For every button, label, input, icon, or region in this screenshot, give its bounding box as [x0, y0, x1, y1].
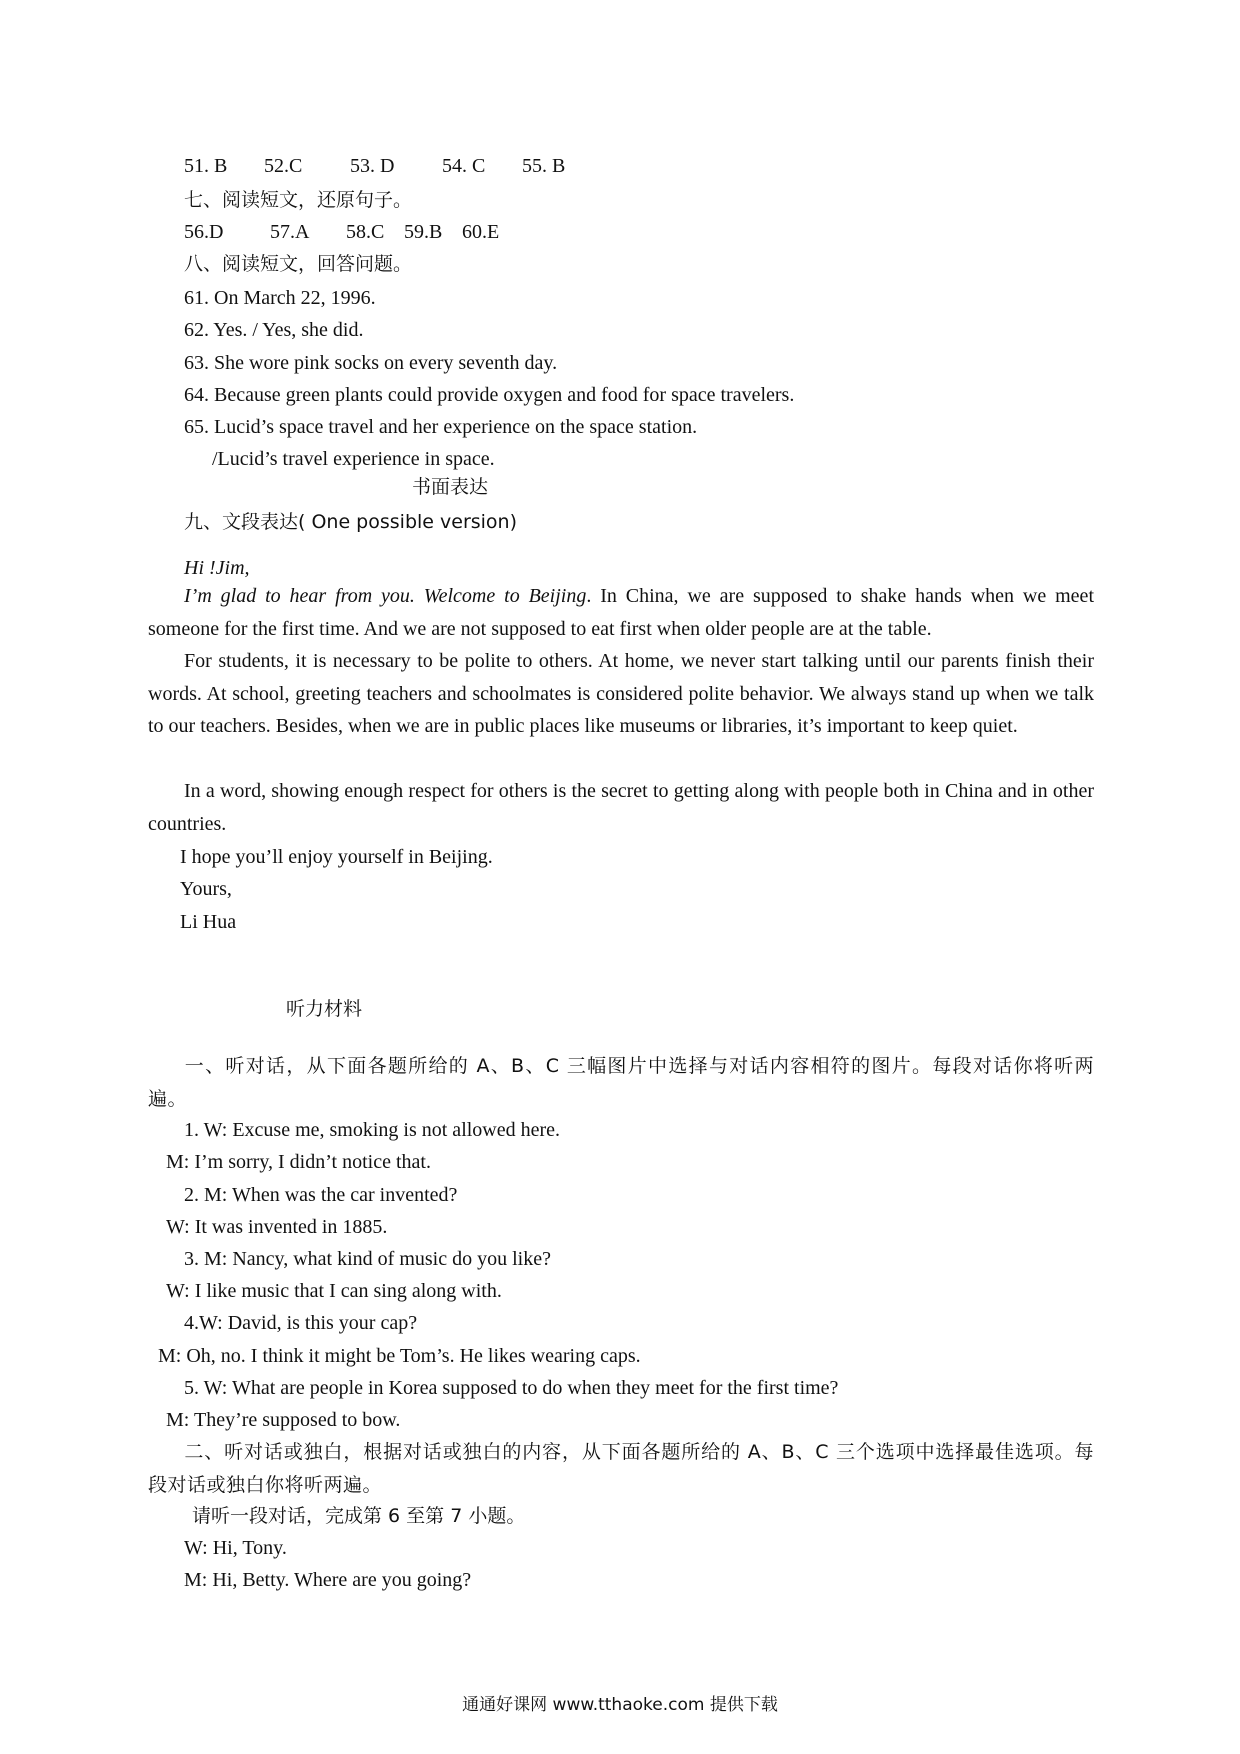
- listening-part2-sub: 请听一段对话，完成第 6 至第 7 小题。: [192, 1505, 526, 1527]
- dialogue-line: 3. M: Nancy, what kind of music do you like?: [184, 1248, 551, 1270]
- dialogue-line: W: I like music that I can sing along with.: [166, 1280, 502, 1302]
- letter-greeting: Hi !Jim,: [184, 557, 250, 579]
- letter-closing: I hope you’ll enjoy yourself in Beijing.: [180, 846, 493, 868]
- dialogue-line: M: I’m sorry, I didn’t notice that.: [166, 1151, 431, 1173]
- answer-51: 51. B: [184, 155, 228, 177]
- letter-intro-italic: I’m glad to hear from you. Welcome to Beijing: [184, 585, 587, 607]
- letter-p1-text: . In China, we are supposed to shake hands when we meet someone for the first time. And we are not supposed to eat first when older people are at the table.: [148, 585, 1094, 640]
- letter-signature: Li Hua: [180, 911, 237, 933]
- letter-yours: Yours,: [180, 878, 232, 900]
- answer-58: 58.C: [346, 221, 385, 243]
- dialogue-line: 2. M: When was the car invented?: [184, 1184, 458, 1206]
- answer-57: 57.A: [270, 221, 310, 243]
- letter-paragraph-2: [148, 645, 1094, 743]
- answer-52: 52.C: [264, 155, 303, 177]
- dialogue2-line: W: Hi, Tony.: [184, 1537, 287, 1559]
- answer-59: 59.B: [404, 221, 443, 243]
- answer-56: 56.D: [184, 221, 224, 243]
- listening2-instr-text: 二、听对话或独白，根据对话或独白的内容，从下面各题所给的 A、B、C 三个选项中选择最佳选项。每段对话或独白你将听两遍。: [148, 1441, 1094, 1496]
- page-footer: 通通好课网 www.tthaoke.com 提供下载: [462, 1695, 778, 1715]
- writing-heading: 书面表达: [412, 476, 489, 498]
- answer-64: 64. Because green plants could provide oxygen and food for space travelers.: [184, 384, 795, 406]
- listening-part1-instructions: [148, 1050, 1094, 1115]
- answer-54: 54. C: [442, 155, 486, 177]
- dialogue-line: W: It was invented in 1885.: [166, 1216, 388, 1238]
- answers-56-60: [184, 218, 499, 246]
- answer-53: 53. D: [350, 155, 395, 177]
- dialogue-line: M: Oh, no. I think it might be Tom’s. He likes wearing caps.: [158, 1345, 641, 1367]
- dialogue-line: 1. W: Excuse me, smoking is not allowed here.: [184, 1119, 561, 1141]
- letter-paragraph-3: [148, 775, 1094, 840]
- answer-55: 55. B: [522, 155, 566, 177]
- dialogue2-line: M: Hi, Betty. Where are you going?: [184, 1569, 472, 1591]
- letter-paragraph-1: [148, 580, 1094, 645]
- listening-heading: 听力材料: [286, 998, 363, 1020]
- answer-65-alt: /Lucid’s travel experience in space.: [212, 448, 495, 470]
- dialogue-line: 4.W: David, is this your cap?: [184, 1312, 418, 1334]
- dialogue-line: M: They’re supposed to bow.: [166, 1409, 401, 1431]
- listening1-instr-text: 一、听对话，从下面各题所给的 A、B、C 三幅图片中选择与对话内容相符的图片。每段对话你将听两遍。: [148, 1055, 1094, 1110]
- dialogue-line: 5. W: What are people in Korea supposed to do when they meet for the first time?: [184, 1377, 839, 1399]
- section9-title: [184, 508, 517, 536]
- answers-51-55: [184, 152, 565, 180]
- answer-60: 60.E: [462, 221, 500, 243]
- answer-62: 62. Yes. / Yes, she did.: [184, 319, 364, 341]
- section8-title: 八、阅读短文，回答问题。: [184, 253, 413, 275]
- section9-title-text: 九、文段表达( One possible version): [184, 511, 518, 533]
- listening-part2-instructions: [148, 1436, 1094, 1501]
- answer-61: 61. On March 22, 1996.: [184, 287, 376, 309]
- letter-p2-text: For students, it is necessary to be polite to others. At home, we never start talking until our parents finish their words. At school, greeting teachers and schoolmates is considered polite behavior. We always stand up when we talk to our teachers. Besides, when we are in public places like museums or libraries, it’s important to keep quiet.: [148, 650, 1094, 737]
- answer-63: 63. She wore pink socks on every seventh day.: [184, 352, 558, 374]
- letter-p3-text: In a word, showing enough respect for others is the secret to getting along with people both in China and in other countries.: [148, 780, 1094, 835]
- answer-65: 65. Lucid’s space travel and her experience on the space station.: [184, 416, 698, 438]
- section7-title: 七、阅读短文，还原句子。: [184, 189, 413, 211]
